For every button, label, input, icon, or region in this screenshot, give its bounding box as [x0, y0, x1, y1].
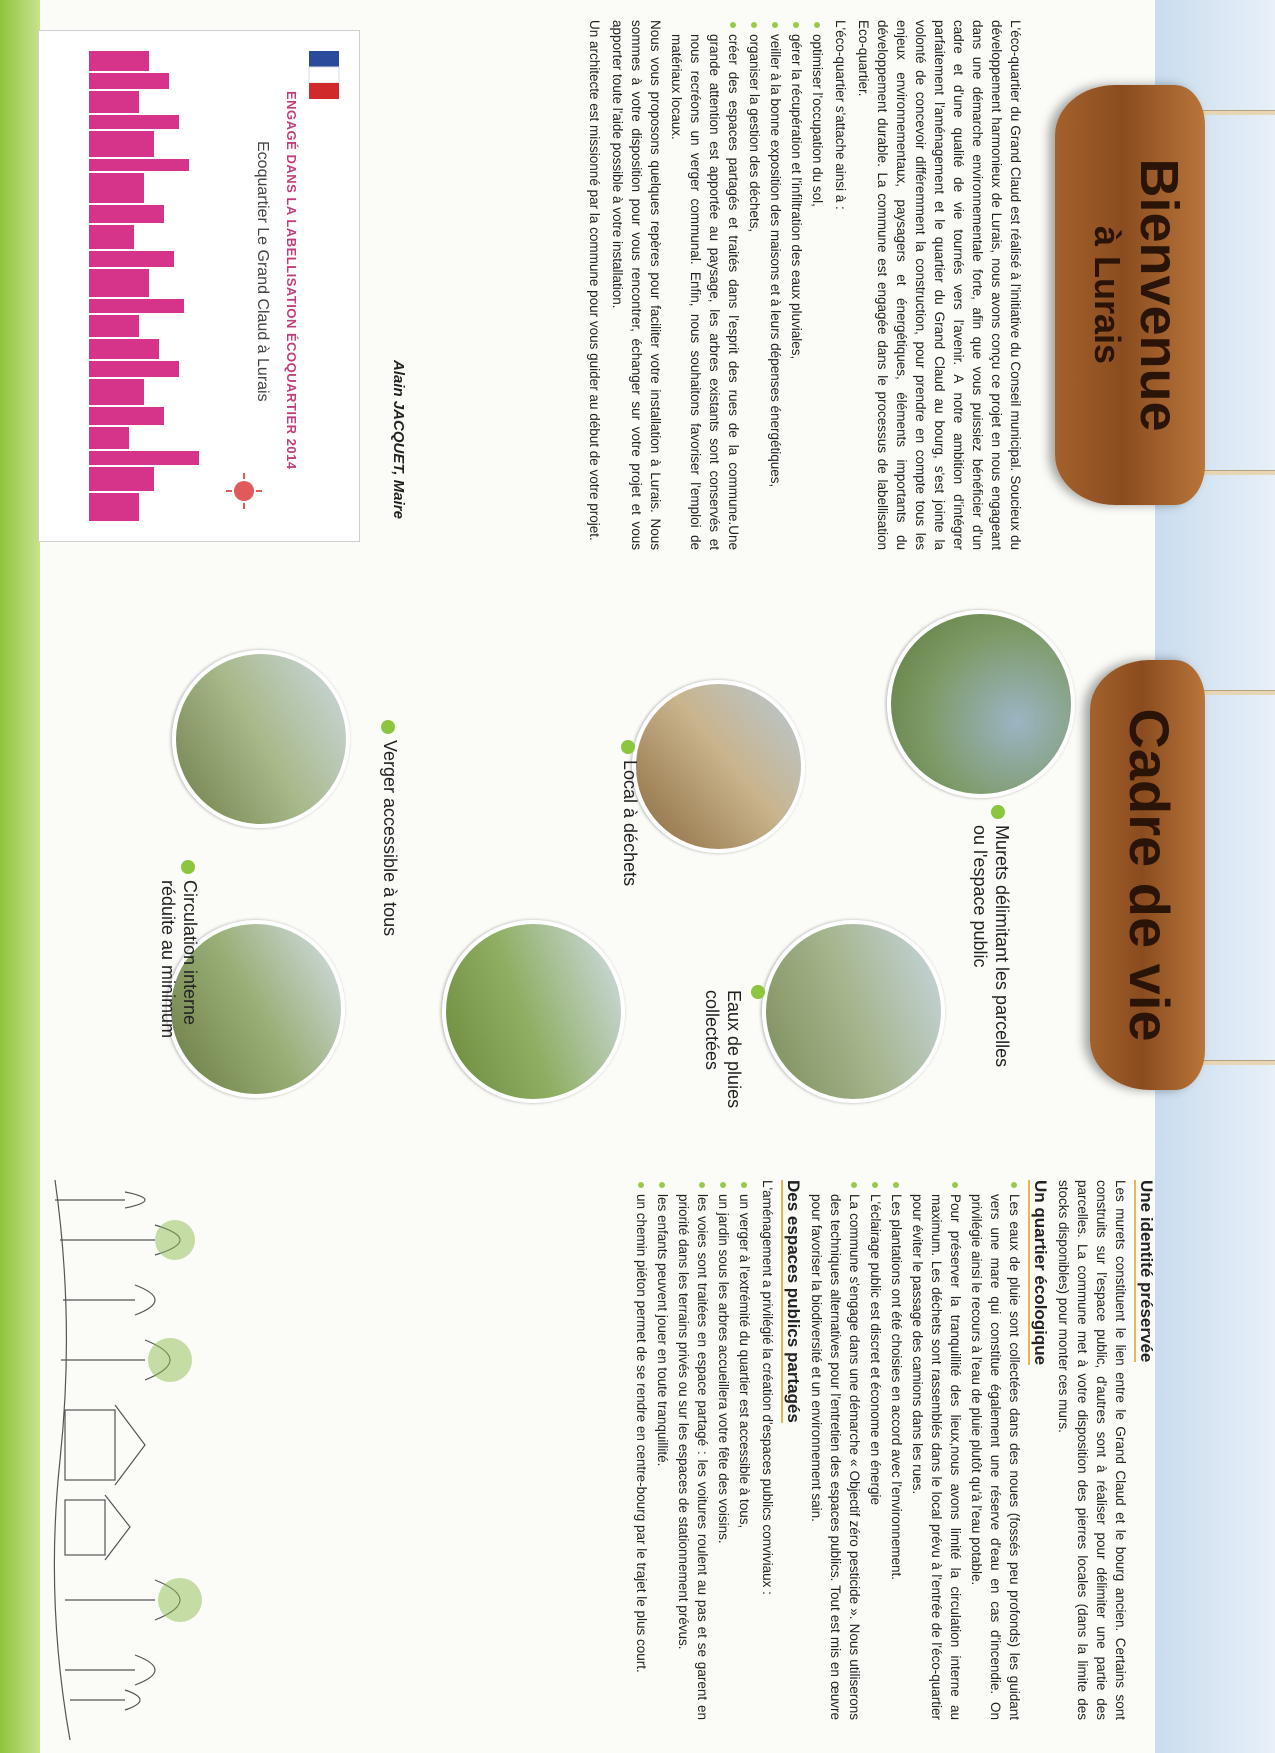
photo-circulation	[172, 650, 350, 828]
sign-bienvenue	[1055, 85, 1205, 505]
espaces-intro: L'aménagement a privilégié la création d'espaces publics conviviaux :	[760, 1180, 775, 1595]
photo-local	[632, 680, 805, 853]
photo-murets	[887, 610, 1075, 798]
city-skyline-icon	[89, 51, 209, 521]
panel-details	[0, 1160, 1275, 1750]
sign-cadre	[1090, 660, 1205, 1090]
bullet-dot	[991, 805, 1005, 819]
bullet-dot	[621, 740, 635, 754]
photo-eaux	[762, 920, 945, 1103]
list-item: La commune s'engage dans une démarche « Objectif zéro pesticide ». Nous utiliserons des techniques alternatives pour l'entretien des espaces publics. Tout est mis en œuvre pour favoriser la biodiversité et un environnement sain.	[807, 1180, 864, 1720]
list-item: un chemin piéton permet de se rendre en centre-bourg par le trajet le plus court.	[632, 1180, 651, 1720]
heading-text: Une identité préservée	[1134, 1180, 1156, 1362]
caption-circulation: Circulation interne réduite au minimum	[158, 880, 200, 1039]
list-item: les enfants peuvent jouer en toute tranquillité.	[653, 1180, 672, 1720]
bullet-dot	[181, 860, 195, 874]
welcome-text	[581, 20, 1025, 550]
list-item: Les plantations ont été choisies en accord avec l'environnement.	[887, 1180, 906, 1720]
certificate-title: ENGAGÉ DANS LA LABELLISATION ÉCOQUARTIER 2014	[284, 91, 299, 470]
espaces-list	[632, 1180, 754, 1720]
list-item: Pour préserver la tranquillité des lieux,nous avons limité la circulation interne au maximum. Les déchets sont rassemblés dans le local prévu à l'entrée de l'éco-quartier pour éviter le passage des camions dans les rues.	[908, 1180, 965, 1720]
list-item: un verger à l'extrémité du quartier est accessible à tous,	[735, 1180, 754, 1720]
list-item: Les eaux de pluie sont collectées dans des noues (fossés peu profonds) les guidant vers une mare qui constitue également une réserve d'eau en cas d'incendie. On privilégie ainsi le recours à l'eau de pluie plutôt qu'à l'eau potable.	[967, 1180, 1024, 1720]
paragraph-3: Un architecte est missionné par la commune pour vous guider au début de votre projet.	[587, 20, 602, 541]
goals-list	[667, 20, 827, 550]
intro-paragraph: L'éco-quartier du Grand Claud est réalisé à l'initiative du Conseil municipal. Soucieux du développement harmonieux de Lurais, nous avons conçu ce projet en nous engageant dans une démarche environnementale forte, afin que vous puissiez bénéficier d'un cadre et d'une qualité de vie tournés vers l'avenir. A notre ambition d'intégrer parfaitement l'aménagement et le quartier du Grand Claud au bourg, s'est jointe la volonté de concevoir différemment la construction, pour prendre en compte tous les enjeux environnementaux, paysagers et énergétiques, éléments importants du développement durable. La commune est engagée dans le processus de labellisation Eco-quartier.	[856, 20, 1023, 550]
sign-title: Bienvenue	[1129, 158, 1189, 432]
bullet-dot	[751, 985, 765, 999]
list-item: gérer la récupération et l'infiltration des eaux pluviales,	[787, 20, 806, 550]
paragraph-2: Nous vous proposons quelques repères pour faciliter votre installation à Lurais. Nous sommes à votre disposition pour vous rencontrer, échanger sur votre projet et vous apporter toute l'aide possible à votre installation.	[610, 20, 663, 550]
heading-espaces	[781, 1180, 803, 1720]
ecologique-list	[807, 1180, 1024, 1720]
identite-paragraph: Les murets constituent le lien entre le Grand Claud et le bourg ancien. Certains sont construits sur l'espace public, d'autres sont à réaliser pour délimiter une partie des parcelles. La commune met à votre disposition des pierres locales (dans la limite des stocks disponibles) pour monter ces murs.	[1056, 1180, 1128, 1720]
list-item: les voies sont traitées en espace partagé : les voitures roulent au pas et se garent en priorité dans les terrains privés ou sur les espaces de stationnement prévus.	[674, 1180, 712, 1720]
mayor-signature: Alain JACQUET, Maire	[390, 360, 407, 519]
sign-title: Cadre de vie	[1118, 708, 1181, 1042]
caption-local: Local à déchets	[620, 760, 640, 887]
village-sketch-icon	[15, 1180, 275, 1740]
certificate-subtitle: Ecoquartier Le Grand Claud à Lurais	[254, 141, 271, 402]
list-item: un jardin sous les arbres accueillera votre fête des voisins.	[714, 1180, 733, 1720]
heading-text: Des espaces publics partagés	[781, 1180, 803, 1423]
panel-bienvenue	[0, 0, 1275, 580]
republic-logo-icon	[304, 46, 344, 106]
caption-eaux: Eaux de pluies collectées	[702, 990, 744, 1109]
heading-ecologique	[1028, 1180, 1050, 1720]
sun-seal-icon	[224, 471, 264, 511]
list-item: veiller à la bonne exposition des maisons et à leurs dépenses énergétiques,	[766, 20, 785, 550]
details-text	[630, 1180, 1160, 1720]
list-item: créer des espaces partagés et traités dans l'esprit des rues de la commune.Une grande attention est apportée au paysage, les arbres existants sont conservés et nous recréons un verger communal. Enfin, nous souhaitons favoriser l'emploi de matériaux locaux.	[667, 20, 743, 550]
sign-subtitle: à Lurais	[1087, 225, 1128, 365]
caption-murets: Murets délimitant les parcelles ou l'espace public	[970, 825, 1012, 1068]
list-item: optimiser l'occupation du sol,	[808, 20, 827, 550]
heading-identite	[1134, 1180, 1156, 1720]
caption-verger: Verger accessible à tous	[380, 740, 400, 937]
bullet-dot	[381, 720, 395, 734]
list-item: organiser la gestion des déchets,	[745, 20, 764, 550]
heading-text: Un quartier écologique	[1028, 1180, 1050, 1365]
list-intro: L'éco-quartier s'attache ainsi à :	[833, 20, 848, 210]
label-certificate	[38, 30, 360, 542]
photo-verger	[442, 920, 625, 1103]
panel-cadre-de-vie	[0, 590, 1275, 1150]
list-item: L'éclairage public est discret et économe en énergie	[866, 1180, 885, 1720]
